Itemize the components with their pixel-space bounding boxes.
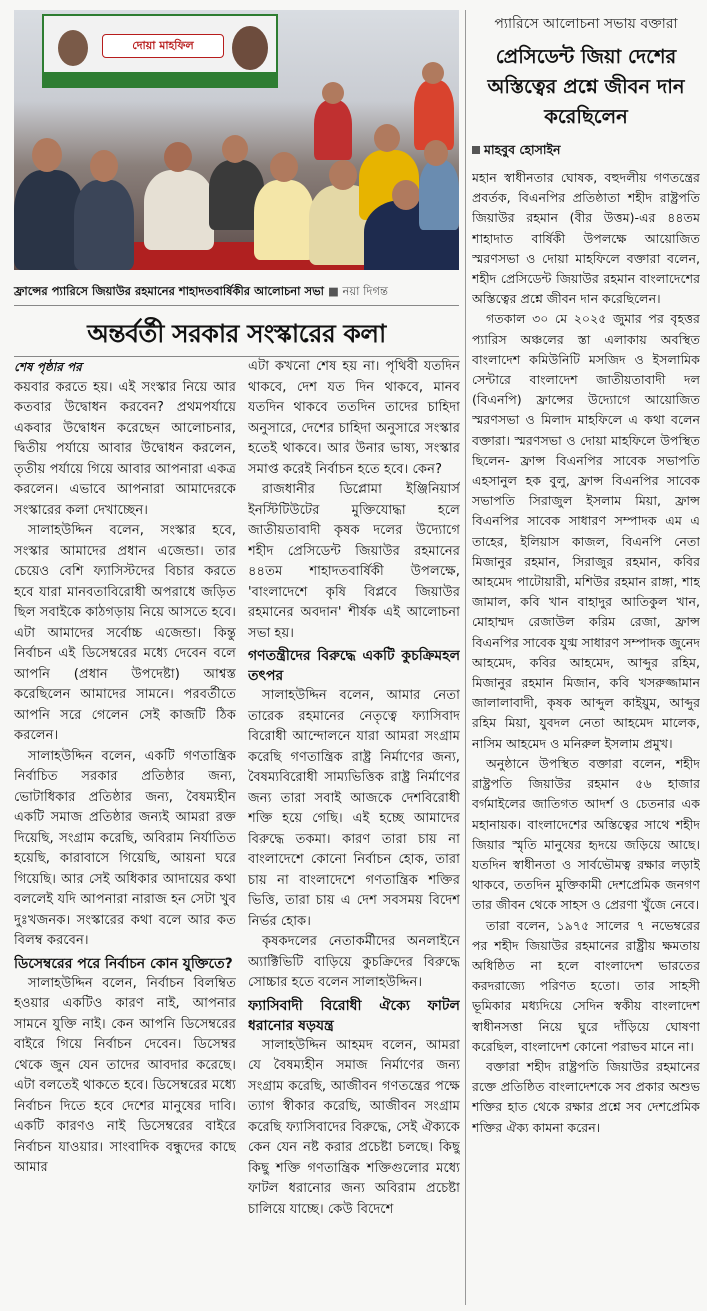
paragraph: অনুষ্ঠানে উপস্থিত বক্তারা বলেন, শহীদ রাষ্ট্রপতি জিয়াউর রহমান ৫৬ হাজার বর্গমাইলের জাতিগত আদর্শ ও চেতনার এক মহানায়ক। বাংলাদেশের অস্তিত্বের সাথে শহীদ জিয়ার স্মৃতি মানুষের হৃদয়ে জড়িয়ে আছে। যতদিন স্বাধীনতা ও সার্বভৌমত্ব রক্ষার লড়াই থাকবে, ততদিন মুক্তিকামী দেশপ্রেমিক জনগণ তার জীবন থেকে সাহস ও প্রেরণা খুঁজে নেবে। <box>472 755 700 913</box>
paragraph: সালাহউদ্দিন আহমদ বলেন, আমরা যে বৈষম্যহীন সমাজ নির্মাণের জন্য সংগ্রাম করেছি, আজীবন গণতন্ত্রের পক্ষে ত্যাগ স্বীকার করেছি, আজীবন সংগ্রাম করেছি ফ্যাসিবাদের বিরুদ্ধে, সেই ঐক্যকে কেন যেন নষ্ট করার প্রচেষ্টা চলছে। কিছু কিছু শক্তি গণতান্ত্রিক শক্তিগুলোর মধ্যে ফাটল ধরানোর জন্য অবিরাম প্রচেষ্টা চালিয়ে যাচ্ছে। কেউ বিদেশে <box>248 1037 460 1217</box>
paragraph: সালাহউদ্দিন বলেন, আমার নেতা তারেক রহমানের নেতৃত্বে ফ্যাসিবাদ বিরোধী আন্দোলনে যারা আমরা সংগ্রাম করেছি গণতান্ত্রিক রাষ্ট্র নির্মাণের জন্য, বৈষম্যবিরোধী সাম্যভিত্তিক রাষ্ট্র নির্মাণের জন্য তারা সবাই আজকে দেশবিরোধী শক্তি হয়ে গেছি। এই হচ্ছে আমাদের বিরুদ্ধে তকমা। কারণ তারা চায় না বাংলাদেশে কোনো নির্বাচন হোক, তারা চায় না বাংলাদেশে গণতান্ত্রিক শক্তির ভিত্তি, তারা চায় এ দেশ সবসময় বিদেশ নির্ভর হোক। <box>248 688 460 929</box>
subheading: ফ্যাসিবাদী বিরোধী ঐক্যে ফাটল ধরানোর ষড়যন্ত্র <box>248 997 460 1034</box>
person-head <box>32 138 62 172</box>
person-head <box>164 142 192 172</box>
paragraph: মহান স্বাধীনতার ঘোষক, বহুদলীয় গণতন্ত্রের প্রবর্তক, বিএনপির প্রতিষ্ঠাতা শহীদ রাষ্ট্রপতি জিয়াউর রহমান (বীর উত্তম)-এর ৪৪তম শাহাদাত বার্ষিকী উপলক্ষে আয়োজিত স্মরণসভা ও দোয়া মাহফিলে বক্তারা বলেন, শহীদ প্রেসিডেন্ট জিয়াউর রহমান বাংলাদেশের অস্তিত্বের প্রশ্নে জীবন দান করেছিলেন। <box>472 170 700 307</box>
bullet-icon <box>472 146 480 154</box>
person-head <box>422 62 444 84</box>
person <box>314 100 352 160</box>
person-head <box>392 180 420 210</box>
side-headline: প্রেসিডেন্ট জিয়া দেশের অস্তিত্বের প্রশ্নে জীবন দান করেছিলেন <box>487 45 685 128</box>
paragraph: গতকাল ৩০ মে ২০২৫ জুমার পর বৃহত্তর প্যারিস অঞ্চলের স্তা এলাকায় অবস্থিত বাংলাদেশ কমিউনিটি মসজিদ ও ইসলামিক সেন্টারে বাংলাদেশ জাতীয়তাবাদী দল (বিএনপি) ফ্রান্সের উদ্যোগে আয়োজিত স্মরণসভা ও মিলাদ মাহফিলে এ কথা বলেন বক্তারা। স্মরণসভা ও দোয়া মাহফিলে উপস্থিত ছিলেন- ফ্রান্স বিএনপির সাবেক সভাপতি এহসানুল হক বুলু, ফ্রান্স বিএনপির সাবেক সভাপতি সিরাজুল ইসলাম মিয়া, ফ্রান্স বিএনপির সাবেক সাধারণ সম্পাদক এম এ তাহের, ইলিয়াস কাজল, বিএনপি নেতা মিজানুর রহমান, সিরাজুর রহমান, কবির আহমেদ পাটোয়ারী, মশিউর রহমান রাঙ্গা, শাহ জামাল, কবি খান বাহাদুর আতিকুল খান, মোহাম্মদ রেজাউল করিম রেজা, ফ্রান্স বিএনপির সাবেক যুগ্ম সাধারণ সম্পাদক জুনেদ আহমেদ, কবির আহমেদ, আব্দুর রহিম, মিজানুর রহমান মিজান, কবি খসরুজ্জামান জালালাবাদী, কৃষক আব্দুল কাইয়ুম, আব্দুর রহিম মিয়া, যুবদল নেতা আহমেদ মালেক, নাসিম আহমেদ ও মনিরুল ইসলাম প্রমুখ। <box>472 311 700 751</box>
person <box>144 170 214 250</box>
photo-caption: ফ্রান্সের প্যারিসে জিয়াউর রহমানের শাহাদতবার্ষিকীর আলোচনা সভা ■ নয়া দিগন্ত <box>14 284 388 298</box>
paragraph: এটা কখনো শেষ হয় না। পৃথিবী যতদিন থাকবে, দেশ যত দিন থাকবে, মানব যতদিন থাকবে ততদিন তাদের চাহিদা অনুসারে, দেশের চাহিদা অনুসারে সংস্কার হতেই থাকবে। আর উনার ভাষ্য, সংস্কার সমাপ্ত করেই নির্বাচন হতে হবে। কেন? <box>248 359 460 477</box>
paragraph: সালাহউদ্দিন বলেন, নির্বাচন বিলম্বিত হওয়ার একটিও কারণ নাই, আপনার সামনে যুক্তি নাই। কেন আপনি ডিসেম্বরের বাইরে গিয়ে নির্বাচন দেবেন। ডিসেম্বর থেকে জুন যেন তাদের আবদার করেছে। এটা বলতেই থাকতে হবে। ডিসেম্বরের মধ্যে নির্বাচন দিতে হবে দেশের মানুষের দাবি। একটি কারণও নাই ডিসেম্বরের বাইরে নির্বাচন যাওয়ার। সাংবাদিক বন্ধুদের কাছে আমার <box>14 975 236 1175</box>
banner-portrait-left <box>58 30 88 66</box>
person <box>419 160 459 230</box>
banner-strip <box>44 72 276 86</box>
paragraph: কয়বার করতে হয়। এই সংস্কার নিয়ে আর কতবার উদ্বোধন করবেন? প্রথমপর্যায়ে একবার উদ্বোধন করেছেন আলোচনার, দ্বিতীয় পর্যায়ে আবার উদ্বোধন করলেন, তৃতীয় পর্যায়ে গিয়ে আবার আপনারা একত্র করলেন। এভাবে আপনারা আমাদেরকে সংস্কারের কলা দেখাচ্ছেন। <box>14 379 236 518</box>
article-column-1 <box>14 357 236 1307</box>
paragraph: সালাহউদ্দিন বলেন, সংস্কার হবে, সংস্কার আমাদের প্রধান এজেন্ডা। তার চেয়েও বেশি ফ্যাসিস্টদের বিচার করতে হবে যারা মানবতাবিরোধী অপরাধে জড়িত ছিল সবাইকে কাঠগড়ায় নিয়ে আসতে হবে। এটা আমাদের সর্বোচ্চ এজেন্ডা। কিন্তু নির্বাচন এই ডিসেম্বরের মধ্যে দেবেন বলে আপনি (প্রধান উপদেষ্টা) আশ্বস্ত করেছিলেন আমাদের সামনে। পরবর্তীতে আপনি সরে গেলেন সেই কাজটি ঠিক করলেন। <box>14 523 236 743</box>
paragraph: সালাহউদ্দিন বলেন, একটি গণতান্ত্রিক নির্বাচিত সরকার প্রতিষ্ঠার জন্য, ভোটাধিকার প্রতিষ্ঠার জন্য, বৈষম্যহীন একটি সমাজ প্রতিষ্ঠার জন্যই আমরা রক্ত দিয়েছি, সংগ্রাম করেছি, অবিরাম নির্যাতিত হয়েছি, কারাবাসে গিয়েছি, আয়না ঘরে গিয়েছি। আর সেই অধিকার আদায়ের কথা বললেই যদি আপনারা নারাজ হন সেটা খুব দুঃখজনক। সংস্কারের কথা বলে আর কত বিলম্ব করবেন। <box>14 748 236 948</box>
person <box>254 180 314 260</box>
event-photo <box>14 10 459 270</box>
paragraph: রাজধানীর ডিপ্লোমা ইঞ্জিনিয়ার্স ইনস্টিটিউটের মুক্তিযোদ্ধা হলে জাতীয়তাবাদী কৃষক দলের উদ্যোগে শহীদ প্রেসিডেন্ট জিয়াউর রহমানের ৪৪তম শাহাদতবার্ষিকী উপলক্ষে, 'বাংলাদেশে কৃষি বিপ্লবে জিয়াউর রহমানের অবদান' শীর্ষক এই আলোচনা সভা হয়। <box>248 482 460 641</box>
side-article <box>472 10 700 1305</box>
photo-source: নয়া দিগন্ত <box>342 284 388 298</box>
article-column-2 <box>248 357 460 1307</box>
side-body <box>472 168 700 1138</box>
person-head <box>424 140 448 166</box>
main-headline: অন্তর্বর্তী সরকার সংস্কারের কলা <box>87 319 386 348</box>
event-banner <box>42 14 278 88</box>
person-head <box>322 82 344 104</box>
divider <box>14 305 459 306</box>
paragraph: কৃষকদলের নেতাকর্মীদের অনলাইনে অ্যাক্টিভিটি বাড়িয়ে কুচক্রিদের বিরুদ্ধে সোচ্চার হতে বলেন সালাহউদ্দিন। <box>248 934 460 990</box>
paragraph: বক্তারা শহীদ রাষ্ট্রপতি জিয়াউর রহমানের রক্তে প্রতিষ্ঠিত বাংলাদেশকে সব প্রকার অশুভ শক্তির হাত থেকে রক্ষার প্রশ্নে সব দেশপ্রেমিক শক্তির ঐক্য কামনা করেন। <box>472 1058 700 1135</box>
byline <box>472 142 700 162</box>
paragraph: তারা বলেন, ১৯৭৫ সালের ৭ নভেম্বরের পর শহীদ জিয়াউর রহমানের রাষ্ট্রীয় ক্ষমতায় অধিষ্ঠিত না হলে বাংলাদেশ ভারতের করদরাজ্যে পরিণত হতো। তার সাহসী ভূমিকার মধ্যদিয়ে সেদিন স্বকীয় বাংলাদেশ স্বাধীনসত্তা নিয়ে ঘুরে দাঁড়িয়ে ঘোষণা করেছিল, বাংলাদেশ কোনো পরাভব মানে না। <box>472 917 700 1054</box>
byline-name: মাহবুব হোসাইন <box>484 142 561 157</box>
column-divider <box>465 10 466 1305</box>
person-head <box>374 124 400 152</box>
banner-portrait-right <box>232 26 268 70</box>
person-head <box>222 135 248 163</box>
side-kicker: প্যারিসে আলোচনা সভায় বক্তারা <box>494 16 678 32</box>
person <box>74 180 134 270</box>
subheading: গণতন্ত্রীদের বিরুদ্ধে একটি কুচক্রিমহল তৎপর <box>248 648 460 684</box>
person-head <box>90 150 118 182</box>
person-head <box>270 152 298 182</box>
banner-title: দোয়া মাহফিল <box>102 34 224 58</box>
subheading: ডিসেম্বরের পরে নির্বাচন কোন যুক্তিতে? <box>14 955 233 972</box>
person-head <box>329 160 357 190</box>
caption-text: ফ্রান্সের প্যারিসে জিয়াউর রহমানের শাহাদতবার্ষিকীর আলোচনা সভা <box>14 284 324 298</box>
continued-label: শেষ পৃষ্ঠার পর <box>14 360 82 374</box>
